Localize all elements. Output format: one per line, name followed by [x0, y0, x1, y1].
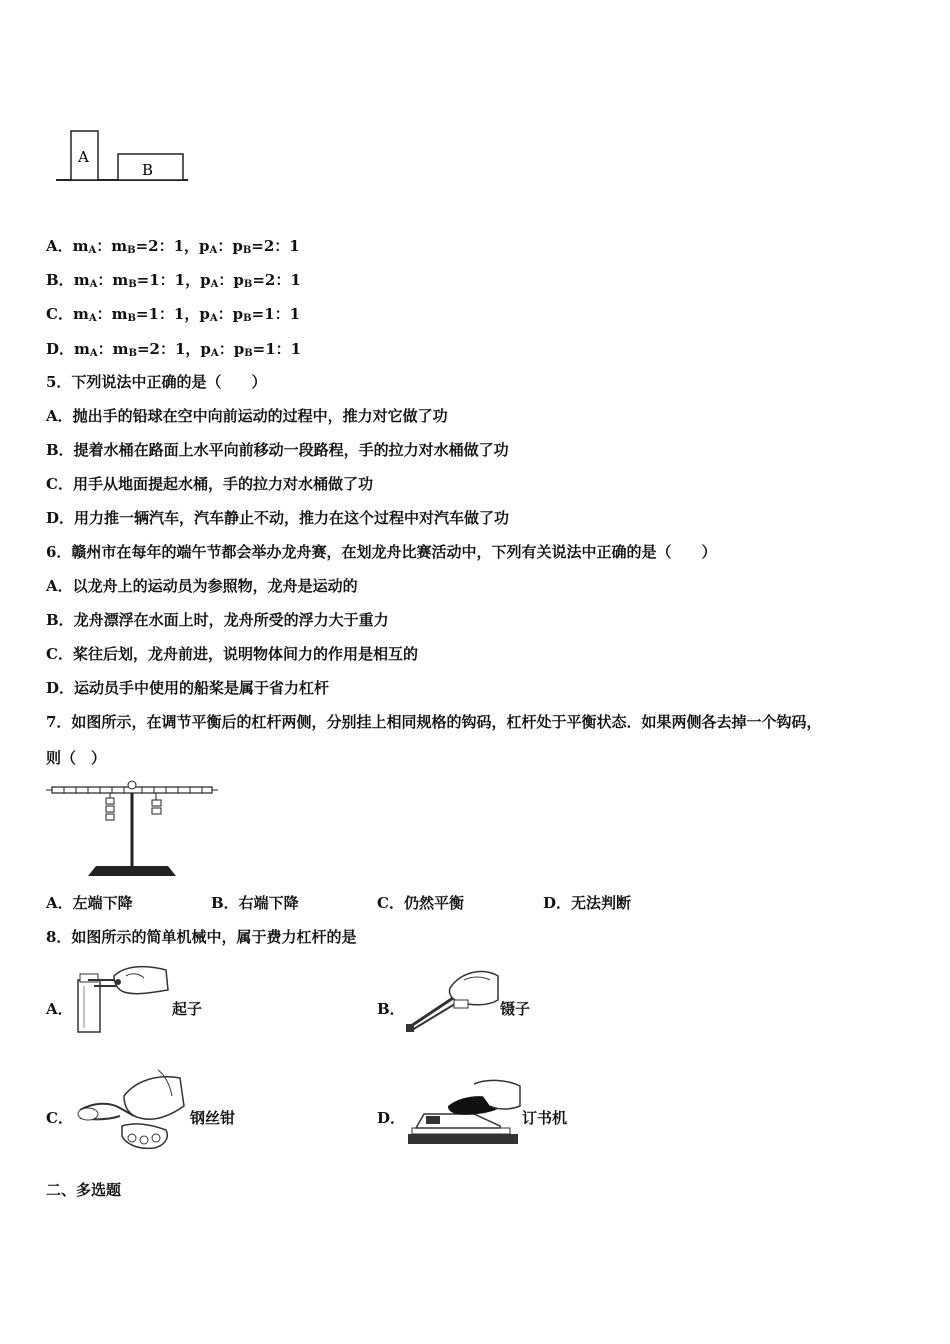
option-text: =2：1，p — [136, 340, 211, 358]
option-text: =1：1，p — [136, 271, 211, 289]
subscript: A — [209, 313, 218, 324]
option-text: m — [72, 237, 89, 255]
option-text: ：m — [96, 305, 128, 323]
q5-option-c: C．用手从地面提起水桶，手的拉力对水桶做了功 — [46, 475, 373, 493]
q5-option-b: B．提着水桶在路面上水平向前移动一段路程，手的拉力对水桶做了功 — [46, 441, 509, 459]
block-b-label: B — [142, 161, 154, 179]
option-text: =1：1，p — [135, 305, 210, 323]
option-text: C． — [46, 305, 73, 323]
q8-item-d-name: 订书机 — [522, 1109, 568, 1127]
q6-option-d: D．运动员手中使用的船桨是属于省力杠杆 — [46, 679, 330, 697]
blocks-figure — [54, 128, 190, 184]
option-text: m — [72, 305, 89, 323]
option-text: m — [74, 340, 90, 358]
option-text: ：p — [218, 271, 244, 289]
subscript: B — [127, 245, 136, 256]
section-heading: 二、多选题 — [46, 1181, 122, 1199]
q8-stem: 8．如图所示的简单机械中，属于费力杠杆的是 — [46, 928, 357, 946]
q7-stem: 7．如图所示，在调节平衡后的杠杆两侧，分别挂上相同规格的钩码，杠杆处于平衡状态．如果两侧各去掉一个钩码， — [46, 713, 822, 731]
q5-stem: 5．下列说法中正确的是（ ） — [46, 373, 267, 391]
bottle-opener-image — [74, 962, 172, 1034]
subscript: B — [128, 279, 137, 290]
option-text: B． — [46, 271, 74, 289]
option-text: D． — [46, 340, 75, 358]
q7-option-c: C．仍然平衡 — [377, 894, 464, 912]
option-text: =2：1 — [251, 237, 300, 255]
subscript: B — [243, 313, 252, 324]
option-text: =2：1，p — [135, 237, 210, 255]
q4-option — [46, 339, 301, 364]
subscript: B — [128, 348, 137, 359]
pliers-image — [74, 1066, 190, 1154]
subscript: A — [89, 348, 98, 359]
tweezers-image — [404, 966, 500, 1034]
subscript: B — [244, 348, 253, 359]
subscript: A — [89, 279, 98, 290]
q8-item-c-letter: C． — [46, 1109, 73, 1127]
option-text: ：p — [218, 340, 245, 358]
q4-option — [46, 304, 300, 329]
subscript: A — [88, 313, 97, 324]
q8-item-d-letter: D． — [377, 1109, 406, 1127]
q7-option-b: B．右端下降 — [211, 894, 299, 912]
option-text: =2：1 — [252, 271, 301, 289]
q7-option-a: A．左端下降 — [46, 894, 133, 912]
q4-option — [46, 236, 300, 261]
subscript: B — [243, 279, 253, 290]
q6-option-a: A．以龙舟上的运动员为参照物，龙舟是运动的 — [46, 577, 358, 595]
q8-item-b-name: 镊子 — [500, 1000, 531, 1018]
option-text: A． — [46, 237, 73, 255]
q5-option-d: D．用力推一辆汽车，汽车静止不动，推力在这个过程中对汽车做了功 — [46, 509, 510, 527]
q4-option — [46, 270, 301, 295]
block-a-label: A — [78, 148, 89, 166]
q8-item-a-name: 起子 — [172, 1000, 203, 1018]
subscript: A — [88, 245, 97, 256]
q6-option-b: B．龙舟漂浮在水面上时，龙舟所受的浮力大于重力 — [46, 611, 389, 629]
subscript: B — [242, 245, 252, 256]
q8-item-a-letter: A． — [46, 1000, 73, 1018]
subscript: A — [210, 348, 219, 359]
q6-option-c: C．桨往后划，龙舟前进，说明物体间力的作用是相互的 — [46, 645, 418, 663]
option-text: m — [73, 271, 90, 289]
subscript: A — [209, 245, 218, 256]
option-text: ：p — [217, 305, 244, 323]
q7-stem-line2: 则（ ） — [46, 749, 107, 767]
option-text: ：m — [96, 237, 128, 255]
subscript: B — [127, 313, 136, 324]
q8-item-c-name: 钢丝钳 — [190, 1109, 236, 1127]
option-text: =1：1 — [252, 340, 302, 358]
option-text: ：m — [97, 340, 129, 358]
q6-stem: 6．赣州市在每年的端午节都会举办龙舟赛，在划龙舟比赛活动中，下列有关说法中正确的是（ ） — [46, 543, 717, 561]
stapler-image — [404, 1076, 522, 1150]
subscript: A — [210, 279, 219, 290]
q8-item-b-letter: B． — [377, 1000, 405, 1018]
option-text: ：m — [97, 271, 129, 289]
q7-option-d: D．无法判断 — [543, 894, 632, 912]
option-text: ：p — [217, 237, 243, 255]
q5-option-a: A．抛出手的铅球在空中向前运动的过程中，推力对它做了功 — [46, 407, 448, 425]
lever-figure — [44, 778, 220, 880]
option-text: =1：1 — [251, 305, 301, 323]
